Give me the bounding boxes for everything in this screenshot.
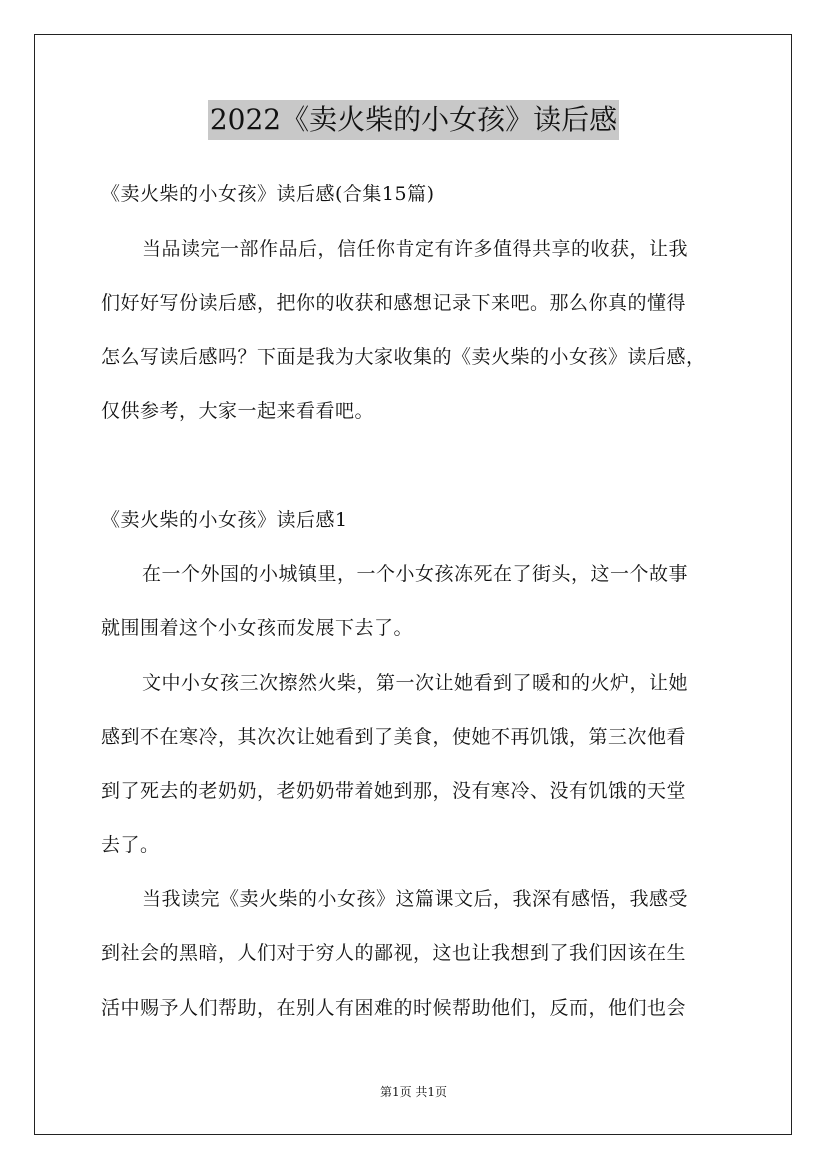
paragraph-line: 文中小女孩三次擦然火柴，第一次让她看到了暖和的火炉，让她	[142, 672, 689, 694]
intro-line: 仅供参考，大家一起来看看吧。	[101, 400, 375, 422]
paragraph-line: 感到不在寒冷，其次次让她看到了美食，使她不再饥饿，第三次他看	[101, 726, 687, 748]
document-subtitle: 《卖火柴的小女孩》读后感(合集15篇)	[101, 183, 435, 205]
paragraph-line: 到了死去的老奶奶，老奶奶带着她到那，没有寒冷、没有饥饿的天堂	[101, 780, 687, 802]
section-heading: 《卖火柴的小女孩》读后感1	[101, 509, 348, 531]
paragraph-line: 活中赐予人们帮助，在别人有困难的时候帮助他们，反而，他们也会	[101, 997, 687, 1019]
paragraph-line: 在一个外国的小城镇里，一个小女孩冻死在了街头，这一个故事	[142, 563, 689, 585]
intro-line: 当品读完一部作品后，信任你肯定有许多值得共享的收获，让我	[142, 238, 689, 260]
paragraph-line: 去了。	[101, 834, 160, 856]
page-footer: 第1页 共1页	[379, 1085, 448, 1099]
paragraph-line: 就围围着这个小女孩而发展下去了。	[101, 617, 414, 639]
intro-line: 们好好写份读后感，把你的收获和感想记录下来吧。那么你真的懂得	[101, 292, 687, 314]
title-container	[0, 100, 827, 140]
paragraph-line: 当我读完《卖火柴的小女孩》这篇课文后，我深有感悟，我感受	[142, 888, 689, 910]
intro-line: 怎么写读后感吗？下面是我为大家收集的《卖火柴的小女孩》读后感，	[101, 346, 706, 368]
paragraph-line: 到社会的黑暗，人们对于穷人的鄙视，这也让我想到了我们因该在生	[101, 942, 687, 964]
document-title: 2022《卖火柴的小女孩》读后感	[208, 100, 619, 140]
